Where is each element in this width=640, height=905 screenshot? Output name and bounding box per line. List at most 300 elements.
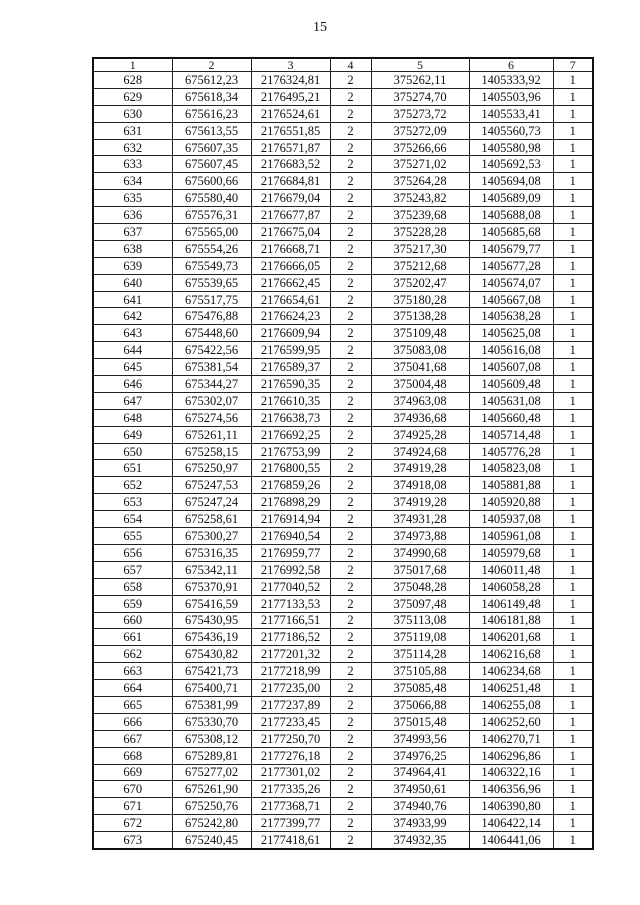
table-cell: 645 [93,359,172,376]
table-cell: 675616,23 [172,105,251,122]
table-cell: 675421,73 [172,663,251,680]
table-cell: 1405625,08 [469,325,553,342]
table-cell: 675261,11 [172,426,251,443]
table-cell: 375202,47 [371,274,469,291]
table-cell: 374918,08 [371,477,469,494]
table-cell: 2177418,61 [251,832,330,849]
table-cell: 658 [93,578,172,595]
table-cell: 675261,90 [172,781,251,798]
table-cell: 629 [93,88,172,105]
table-cell: 1 [553,595,593,612]
table-cell: 375228,28 [371,224,469,241]
table-cell: 1405679,77 [469,240,553,257]
table-row [93,460,593,477]
table-cell: 2 [330,612,371,629]
table-cell: 2 [330,781,371,798]
table-row [93,122,593,139]
table-cell: 2 [330,325,371,342]
table-cell: 675554,26 [172,240,251,257]
table-cell: 2176571,87 [251,139,330,156]
table-cell: 640 [93,274,172,291]
table-cell: 675381,54 [172,359,251,376]
table-cell: 2 [330,156,371,173]
table-row [93,832,593,849]
column-header: 7 [553,58,593,72]
table-cell: 375212,68 [371,257,469,274]
table-cell: 675549,73 [172,257,251,274]
table-cell: 2176959,77 [251,544,330,561]
table-cell: 673 [93,832,172,849]
table-cell: 374976,25 [371,747,469,764]
table-cell: 1 [553,663,593,680]
table-cell: 2 [330,409,371,426]
table-cell: 2 [330,190,371,207]
table-cell: 2 [330,713,371,730]
table-cell: 1 [553,578,593,595]
table-cell: 635 [93,190,172,207]
table-cell: 1405920,88 [469,494,553,511]
table-cell: 375266,66 [371,139,469,156]
table-row [93,713,593,730]
table-cell: 675539,65 [172,274,251,291]
table-cell: 675247,53 [172,477,251,494]
table-cell: 675607,35 [172,139,251,156]
table-cell: 2177201,32 [251,646,330,663]
table-cell: 1 [553,72,593,89]
table-cell: 675618,34 [172,88,251,105]
table-cell: 675274,56 [172,409,251,426]
table-cell: 2176668,71 [251,240,330,257]
table-cell: 2 [330,578,371,595]
table-row [93,595,593,612]
table-cell: 675580,40 [172,190,251,207]
table-cell: 2176898,29 [251,494,330,511]
table-cell: 375017,68 [371,561,469,578]
table-cell: 1406058,28 [469,578,553,595]
table-cell: 374990,68 [371,544,469,561]
table-cell: 1405560,73 [469,122,553,139]
table-cell: 2 [330,832,371,849]
table-cell: 1 [553,156,593,173]
table-cell: 2 [330,392,371,409]
table-cell: 1405607,08 [469,359,553,376]
table-row [93,376,593,393]
table-cell: 374940,76 [371,798,469,815]
table-row [93,409,593,426]
table-cell: 2177166,51 [251,612,330,629]
table-cell: 1406255,08 [469,696,553,713]
table-cell: 1405667,08 [469,291,553,308]
table-cell: 1405776,28 [469,443,553,460]
table-cell: 675330,70 [172,713,251,730]
table-cell: 666 [93,713,172,730]
table-row [93,156,593,173]
table-cell: 2176859,26 [251,477,330,494]
table-cell: 675613,55 [172,122,251,139]
table-row [93,190,593,207]
table-cell: 644 [93,342,172,359]
table-cell: 675302,07 [172,392,251,409]
table-cell: 1 [553,764,593,781]
table-cell: 2 [330,544,371,561]
table-row [93,257,593,274]
table-cell: 1405881,88 [469,477,553,494]
table-cell: 2176662,45 [251,274,330,291]
table-header-row [93,58,593,72]
table-cell: 1406234,68 [469,663,553,680]
table-cell: 653 [93,494,172,511]
table-cell: 675250,76 [172,798,251,815]
table-cell: 1405333,92 [469,72,553,89]
table-row [93,224,593,241]
table-cell: 675316,35 [172,544,251,561]
table-cell: 1 [553,139,593,156]
table-row [93,494,593,511]
table-cell: 1406356,96 [469,781,553,798]
column-header: 6 [469,58,553,72]
table-cell: 655 [93,528,172,545]
table-cell: 675600,66 [172,173,251,190]
table-cell: 2 [330,629,371,646]
table-cell: 1 [553,815,593,832]
table-cell: 675308,12 [172,730,251,747]
table-cell: 675277,02 [172,764,251,781]
table-cell: 1 [553,240,593,257]
table-cell: 375113,08 [371,612,469,629]
table-cell: 1 [553,798,593,815]
table-cell: 375114,28 [371,646,469,663]
table-row [93,511,593,528]
table-cell: 1406390,80 [469,798,553,815]
table-cell: 2 [330,561,371,578]
table-cell: 1405714,48 [469,426,553,443]
table-cell: 2 [330,696,371,713]
table-row [93,798,593,815]
table-cell: 2176624,23 [251,308,330,325]
table-cell: 374964,41 [371,764,469,781]
table-cell: 1406422,14 [469,815,553,832]
table-cell: 374925,28 [371,426,469,443]
table-cell: 651 [93,460,172,477]
table-row [93,207,593,224]
table-cell: 2176753,99 [251,443,330,460]
table-cell: 2176692,25 [251,426,330,443]
table-cell: 639 [93,257,172,274]
table-cell: 1405580,98 [469,139,553,156]
table-cell: 2176590,35 [251,376,330,393]
table-cell: 1406441,06 [469,832,553,849]
table-cell: 675430,95 [172,612,251,629]
table-row [93,528,593,545]
table-cell: 1 [553,122,593,139]
table-cell: 2 [330,730,371,747]
table-cell: 634 [93,173,172,190]
table-cell: 675344,27 [172,376,251,393]
table-cell: 1 [553,832,593,849]
table-cell: 668 [93,747,172,764]
table-cell: 2177276,18 [251,747,330,764]
table-cell: 671 [93,798,172,815]
table-cell: 652 [93,477,172,494]
table-cell: 1 [553,105,593,122]
table-cell: 1 [553,646,593,663]
table-cell: 675258,61 [172,511,251,528]
table-cell: 1 [553,629,593,646]
table-cell: 1405689,09 [469,190,553,207]
table-cell: 1 [553,173,593,190]
table-cell: 1 [553,409,593,426]
column-header: 2 [172,58,251,72]
table-cell: 375274,70 [371,88,469,105]
table-cell: 675381,99 [172,696,251,713]
table-cell: 675247,24 [172,494,251,511]
table-cell: 643 [93,325,172,342]
table-cell: 2176677,87 [251,207,330,224]
table-cell: 675517,75 [172,291,251,308]
table-cell: 1 [553,342,593,359]
table-row [93,578,593,595]
table-cell: 2176638,73 [251,409,330,426]
table-cell: 1 [553,207,593,224]
table-row [93,646,593,663]
table-row [93,342,593,359]
table-cell: 1 [553,612,593,629]
table-cell: 374993,56 [371,730,469,747]
table-cell: 642 [93,308,172,325]
table-cell: 375239,68 [371,207,469,224]
table-row [93,291,593,308]
table-row [93,730,593,747]
table-row [93,72,593,89]
table-cell: 2 [330,747,371,764]
table-cell: 654 [93,511,172,528]
table-cell: 675258,15 [172,443,251,460]
table-row [93,477,593,494]
table-cell: 675342,11 [172,561,251,578]
table-cell: 675448,60 [172,325,251,342]
table-cell: 672 [93,815,172,832]
table-cell: 650 [93,443,172,460]
table-cell: 2 [330,88,371,105]
table-cell: 2 [330,663,371,680]
table-cell: 2 [330,122,371,139]
table-cell: 1405660,48 [469,409,553,426]
table-cell: 1 [553,528,593,545]
table-cell: 375272,09 [371,122,469,139]
table-cell: 1 [553,308,593,325]
table-cell: 1406216,68 [469,646,553,663]
table-row [93,359,593,376]
table-cell: 375066,88 [371,696,469,713]
table-cell: 2 [330,764,371,781]
table-cell: 647 [93,392,172,409]
table-cell: 1405674,07 [469,274,553,291]
table-cell: 1 [553,494,593,511]
table-row [93,629,593,646]
coordinates-table [92,57,594,850]
table-cell: 675436,19 [172,629,251,646]
table-cell: 1405677,28 [469,257,553,274]
table-row [93,764,593,781]
table-cell: 657 [93,561,172,578]
table-cell: 2 [330,460,371,477]
table-cell: 2176800,55 [251,460,330,477]
table-cell: 1405631,08 [469,392,553,409]
table-cell: 375097,48 [371,595,469,612]
table-cell: 1 [553,443,593,460]
table-row [93,308,593,325]
table-cell: 638 [93,240,172,257]
table-cell: 2 [330,308,371,325]
table-row [93,544,593,561]
table-cell: 1 [553,477,593,494]
table-cell: 2 [330,798,371,815]
table-cell: 2 [330,477,371,494]
table-cell: 1405961,08 [469,528,553,545]
table-cell: 675612,23 [172,72,251,89]
table-cell: 374924,68 [371,443,469,460]
table-cell: 2176551,85 [251,122,330,139]
table-cell: 374933,99 [371,815,469,832]
table-cell: 2 [330,443,371,460]
table-cell: 664 [93,680,172,697]
table-cell: 374936,68 [371,409,469,426]
table-cell: 1406322,16 [469,764,553,781]
table-cell: 2176679,04 [251,190,330,207]
table-cell: 375048,28 [371,578,469,595]
table-cell: 2 [330,426,371,443]
table-cell: 1406011,48 [469,561,553,578]
table-cell: 2 [330,815,371,832]
table-cell: 675242,80 [172,815,251,832]
table-cell: 375015,48 [371,713,469,730]
table-cell: 675300,27 [172,528,251,545]
table-cell: 675400,71 [172,680,251,697]
table-row [93,274,593,291]
table-cell: 1 [553,392,593,409]
table-cell: 631 [93,122,172,139]
table-cell: 2177250,70 [251,730,330,747]
table-cell: 675476,88 [172,308,251,325]
column-header: 1 [93,58,172,72]
table-cell: 2176609,94 [251,325,330,342]
table-cell: 2 [330,257,371,274]
table-cell: 2176654,61 [251,291,330,308]
table-cell: 2 [330,646,371,663]
table-cell: 1406252,60 [469,713,553,730]
table-row [93,139,593,156]
column-header: 3 [251,58,330,72]
table-cell: 675416,59 [172,595,251,612]
table-cell: 374919,28 [371,494,469,511]
table-cell: 1 [553,747,593,764]
table-cell: 641 [93,291,172,308]
table-cell: 1405609,48 [469,376,553,393]
table-cell: 661 [93,629,172,646]
table-cell: 375138,28 [371,308,469,325]
table-cell: 2 [330,680,371,697]
table-cell: 665 [93,696,172,713]
table-cell: 1406251,48 [469,680,553,697]
table-cell: 2 [330,72,371,89]
table-cell: 628 [93,72,172,89]
table-cell: 2 [330,274,371,291]
table-cell: 1 [553,291,593,308]
table-cell: 1 [553,696,593,713]
table-row [93,443,593,460]
table-cell: 1 [553,88,593,105]
table-row [93,325,593,342]
table-cell: 1 [553,274,593,291]
table-row [93,561,593,578]
table-cell: 375243,82 [371,190,469,207]
table-cell: 2176599,95 [251,342,330,359]
table-cell: 2 [330,494,371,511]
table-cell: 675250,97 [172,460,251,477]
table-cell: 375217,30 [371,240,469,257]
column-header: 5 [371,58,469,72]
table-cell: 375271,02 [371,156,469,173]
table-cell: 1 [553,359,593,376]
table-cell: 667 [93,730,172,747]
table-cell: 374973,88 [371,528,469,545]
table-cell: 2176495,21 [251,88,330,105]
table-cell: 675576,31 [172,207,251,224]
table-cell: 1 [553,781,593,798]
table-cell: 660 [93,612,172,629]
table-cell: 375262,11 [371,72,469,89]
table-cell: 675289,81 [172,747,251,764]
table-cell: 1 [553,426,593,443]
column-header: 4 [330,58,371,72]
table-cell: 2176666,05 [251,257,330,274]
table-cell: 1 [553,561,593,578]
table-cell: 675370,91 [172,578,251,595]
table-cell: 675607,45 [172,156,251,173]
table-row [93,173,593,190]
table-cell: 2 [330,376,371,393]
table-cell: 2 [330,528,371,545]
table-cell: 633 [93,156,172,173]
table-row [93,426,593,443]
table-cell: 375109,48 [371,325,469,342]
table-cell: 1 [553,511,593,528]
table-cell: 374919,28 [371,460,469,477]
table-cell: 1405694,08 [469,173,553,190]
table-cell: 2177040,52 [251,578,330,595]
table-cell: 375004,48 [371,376,469,393]
table-cell: 375085,48 [371,680,469,697]
table-cell: 2177368,71 [251,798,330,815]
table-cell: 649 [93,426,172,443]
table-cell: 662 [93,646,172,663]
table-cell: 1405692,53 [469,156,553,173]
table-cell: 675422,56 [172,342,251,359]
table-cell: 374931,28 [371,511,469,528]
table-cell: 1 [553,224,593,241]
table-cell: 374963,08 [371,392,469,409]
table-row [93,392,593,409]
table-cell: 2176683,52 [251,156,330,173]
table-cell: 670 [93,781,172,798]
table-cell: 2176610,35 [251,392,330,409]
table-cell: 2 [330,173,371,190]
table-row [93,663,593,680]
table-cell: 2176524,61 [251,105,330,122]
table-cell: 648 [93,409,172,426]
table-cell: 636 [93,207,172,224]
table-row [93,680,593,697]
